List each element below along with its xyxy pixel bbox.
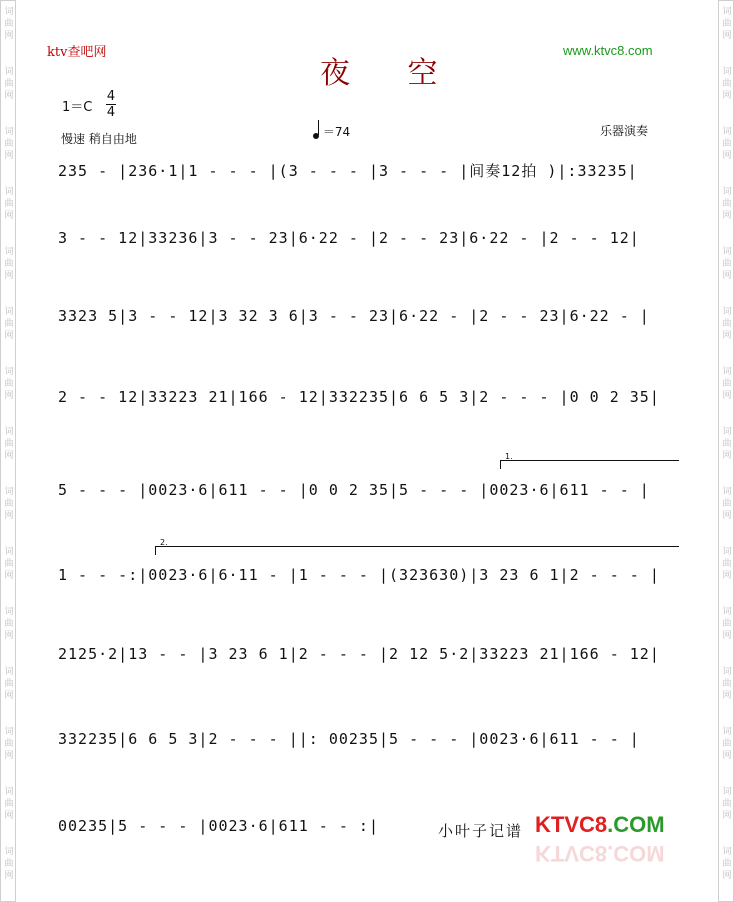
watermark-char: 曲 — [4, 379, 14, 389]
watermark-char: 网 — [722, 211, 732, 221]
watermark-char: 曲 — [4, 79, 14, 89]
watermark-char: 曲 — [722, 559, 732, 569]
watermark-char: 网 — [722, 271, 732, 281]
transcriber-credit: 小叶子记谱 — [438, 822, 524, 840]
watermark-char: 网 — [722, 151, 732, 161]
score-line: 3323 5|3 - - 12|3 32 3 6|3 - - 23|6·22 - |2 - - 23|6·22 - | — [58, 307, 650, 325]
watermark-char: 曲 — [722, 379, 732, 389]
watermark-char: 曲 — [722, 859, 732, 869]
watermark-char: 网 — [4, 391, 14, 401]
watermark-char: 曲 — [722, 799, 732, 809]
left-watermark-strip — [0, 0, 16, 902]
watermark-char: 曲 — [4, 799, 14, 809]
watermark-char: 词 — [722, 607, 732, 617]
site-name-left[interactable]: ktv查吧网 — [47, 45, 107, 60]
instrument-label: 乐器演奏 — [600, 124, 649, 138]
watermark-char: 词 — [4, 127, 14, 137]
watermark-char: 词 — [4, 547, 14, 557]
logo-reflection-main: KTVC8 — [535, 841, 608, 866]
score-line: 3 - - 12|33236|3 - - 23|6·22 - |2 - - 23|6·22 - |2 - - 12| — [58, 229, 640, 247]
watermark-char: 词 — [722, 367, 732, 377]
watermark-char: 词 — [722, 427, 732, 437]
watermark-char: 网 — [4, 91, 14, 101]
watermark-char: 曲 — [4, 259, 14, 269]
watermark-char: 网 — [722, 451, 732, 461]
volta-bracket-2 — [155, 538, 679, 555]
watermark-char: 曲 — [722, 679, 732, 689]
score-line: 2125·2|13 - - |3 23 6 1|2 - - - |2 12 5·2|33223 21|166 - 12| — [58, 645, 660, 663]
right-watermark-strip — [718, 0, 734, 902]
watermark-char: 词 — [722, 67, 732, 77]
watermark-char: 网 — [4, 31, 14, 41]
quarter-note-icon — [313, 133, 319, 139]
watermark-char: 词 — [722, 247, 732, 257]
watermark-char: 词 — [4, 487, 14, 497]
watermark-char: 网 — [4, 871, 14, 881]
watermark-char: 曲 — [722, 319, 732, 329]
watermark-char: 网 — [722, 511, 732, 521]
watermark-char: 词 — [4, 307, 14, 317]
watermark-char: 曲 — [4, 679, 14, 689]
watermark-char: 曲 — [722, 739, 732, 749]
watermark-char: 词 — [4, 67, 14, 77]
watermark-char: 网 — [722, 811, 732, 821]
score-line: 5 - - - |0023·6|611 - - |0 0 2 35|5 - - - |0023·6|611 - - | — [58, 481, 650, 499]
watermark-char: 曲 — [4, 139, 14, 149]
score-line: 332235|6 6 5 3|2 - - - ||: 00235|5 - - - |0023·6|611 - - | — [58, 730, 640, 748]
tempo-text: 慢速 稍自由地 — [61, 132, 137, 146]
key-signature: 1＝C — [62, 100, 93, 115]
watermark-char: 网 — [722, 91, 732, 101]
watermark-char: 曲 — [4, 19, 14, 29]
score-line: 1 - - -:|0023·6|6·11 - |1 - - - |(323630)|3 23 6 1|2 - - - | — [58, 566, 660, 584]
watermark-char: 词 — [722, 847, 732, 857]
metronome-mark — [313, 123, 350, 140]
logo-main-text: KTVC8 — [535, 812, 608, 837]
watermark-char: 曲 — [722, 79, 732, 89]
time-signature-top: 4 — [106, 89, 116, 104]
watermark-char: 曲 — [722, 199, 732, 209]
watermark-char: 网 — [4, 691, 14, 701]
watermark-char: 词 — [4, 727, 14, 737]
watermark-char: 网 — [4, 151, 14, 161]
score-line: 00235|5 - - - |0023·6|611 - - :| — [58, 817, 379, 835]
watermark-char: 曲 — [722, 439, 732, 449]
watermark-char: 曲 — [722, 19, 732, 29]
watermark-char: 网 — [4, 331, 14, 341]
watermark-char: 网 — [4, 811, 14, 821]
score-line: 235 - |236·1|1 - - - |(3 - - - |3 - - - |间奏12拍 )|:33235| — [58, 162, 638, 180]
watermark-char: 网 — [4, 271, 14, 281]
watermark-char: 曲 — [722, 259, 732, 269]
watermark-char: 词 — [722, 547, 732, 557]
watermark-char: 词 — [722, 487, 732, 497]
watermark-char: 网 — [4, 511, 14, 521]
volta-2-label: 2. — [160, 538, 168, 547]
watermark-char: 曲 — [722, 619, 732, 629]
watermark-char: 网 — [722, 691, 732, 701]
watermark-char: 曲 — [4, 499, 14, 509]
watermark-char: 词 — [4, 367, 14, 377]
logo-reflection — [535, 840, 665, 866]
watermark-char: 网 — [4, 571, 14, 581]
watermark-char: 网 — [722, 31, 732, 41]
watermark-char: 词 — [722, 787, 732, 797]
watermark-char: 网 — [722, 391, 732, 401]
watermark-char: 词 — [4, 427, 14, 437]
watermark-char: 词 — [722, 667, 732, 677]
watermark-char: 网 — [722, 331, 732, 341]
watermark-char: 词 — [722, 187, 732, 197]
watermark-char: 词 — [722, 727, 732, 737]
watermark-char: 曲 — [4, 619, 14, 629]
watermark-char: 曲 — [4, 859, 14, 869]
watermark-char: 词 — [722, 307, 732, 317]
watermark-char: 词 — [4, 847, 14, 857]
watermark-char: 词 — [4, 247, 14, 257]
watermark-char: 曲 — [4, 559, 14, 569]
volta-bracket-1 — [500, 452, 679, 469]
watermark-char: 网 — [4, 451, 14, 461]
time-signature-bottom: 4 — [106, 105, 116, 120]
site-logo[interactable] — [535, 812, 665, 838]
logo-reflection-com: .COM — [607, 841, 665, 866]
volta-1-label: 1. — [505, 452, 513, 461]
watermark-char: 词 — [4, 667, 14, 677]
metronome-value: ＝74 — [322, 125, 351, 139]
watermark-char: 网 — [722, 871, 732, 881]
watermark-char: 网 — [4, 211, 14, 221]
watermark-char: 网 — [4, 631, 14, 641]
time-signature — [106, 90, 116, 119]
watermark-char: 网 — [4, 751, 14, 761]
watermark-char: 曲 — [4, 199, 14, 209]
watermark-char: 网 — [722, 571, 732, 581]
watermark-char: 曲 — [4, 319, 14, 329]
watermark-char: 词 — [722, 127, 732, 137]
logo-com-text: .COM — [607, 812, 665, 837]
watermark-char: 曲 — [722, 139, 732, 149]
score-line: 2 - - 12|33223 21|166 - 12|332235|6 6 5 3|2 - - - |0 0 2 35| — [58, 388, 660, 406]
watermark-char: 词 — [4, 787, 14, 797]
song-title: 夜 空 — [320, 56, 462, 91]
watermark-char: 曲 — [4, 439, 14, 449]
watermark-char: 曲 — [4, 739, 14, 749]
watermark-char: 词 — [4, 187, 14, 197]
site-url-right[interactable]: www.ktvc8.com — [563, 43, 653, 58]
watermark-char: 曲 — [722, 499, 732, 509]
watermark-char: 词 — [4, 7, 14, 17]
watermark-char: 词 — [4, 607, 14, 617]
watermark-char: 网 — [722, 751, 732, 761]
watermark-char: 词 — [722, 7, 732, 17]
watermark-char: 网 — [722, 631, 732, 641]
